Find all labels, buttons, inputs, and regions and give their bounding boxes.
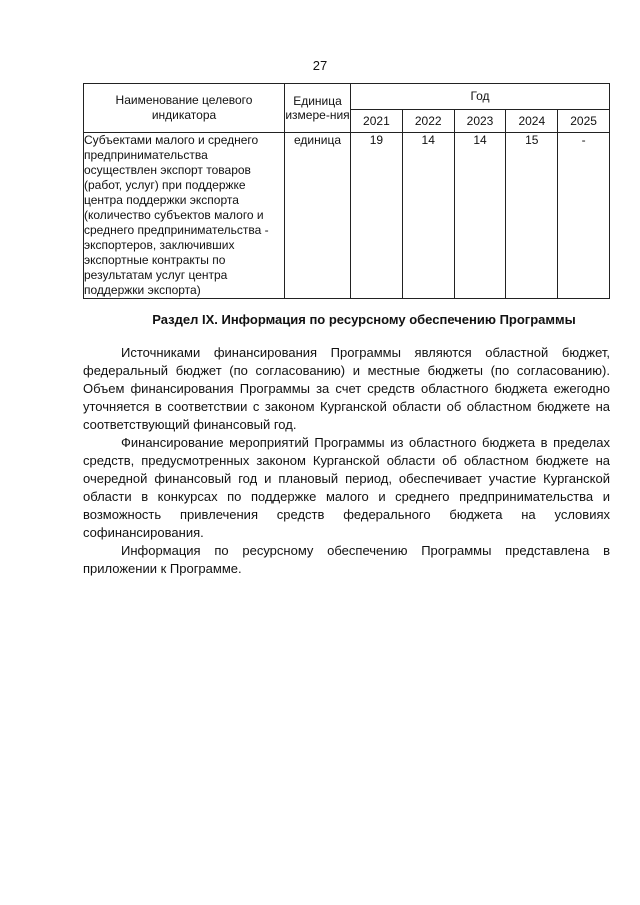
year-2021: 2021	[351, 110, 403, 133]
year-2022: 2022	[402, 110, 454, 133]
section-title: Раздел IX. Информация по ресурсному обеспечению Программы	[152, 312, 576, 327]
header-indicator-name: Наименование целевого индикатора	[84, 84, 285, 133]
value-2023: 14	[454, 133, 506, 299]
year-2023: 2023	[454, 110, 506, 133]
year-2024: 2024	[506, 110, 558, 133]
table-row	[84, 133, 610, 299]
value-2024: 15	[506, 133, 558, 299]
paragraph: Информация по ресурсному обеспечению Программы представлена в приложении к Программе.	[83, 543, 610, 576]
indicator-name: Субъектами малого и среднего предпринимательства осуществлен экспорт товаров (работ, услуг) при поддержке центра поддержки экспорта (количество субъектов малого и среднего предпринимательства - экспортеров, заключивших экспортные контракты по результатам услуг центра поддержки экспорта)	[84, 133, 285, 299]
header-unit: Единица измере-ния	[285, 84, 351, 133]
page-number: 27	[312, 58, 328, 73]
year-2025: 2025	[558, 110, 610, 133]
paragraph: Источниками финансирования Программы являются областной бюджет, федеральный бюджет (по согласованию) и местные бюджеты (по согласованию). Объем финансирования Программы за счет средств областного бюджета ежегодно уточняется в соответствии с законом Курганской области об областном бюджете на соответствующий финансовый год.	[83, 345, 610, 432]
value-2025: -	[558, 133, 610, 299]
value-2022: 14	[402, 133, 454, 299]
body-text	[83, 344, 610, 578]
indicator-table	[83, 83, 610, 299]
header-year: Год	[351, 84, 610, 110]
value-2021: 19	[351, 133, 403, 299]
paragraph: Финансирование мероприятий Программы из областного бюджета в пределах средств, предусмотренных законом Курганской области об областном бюджете на очередной финансовый год и плановый период, обеспечивает участие Курганской области в конкурсах по поддержке малого и среднего предпринимательства и возможность привлечения средств федерального бюджета на условиях софинансирования.	[83, 435, 610, 540]
indicator-unit: единица	[285, 133, 351, 299]
